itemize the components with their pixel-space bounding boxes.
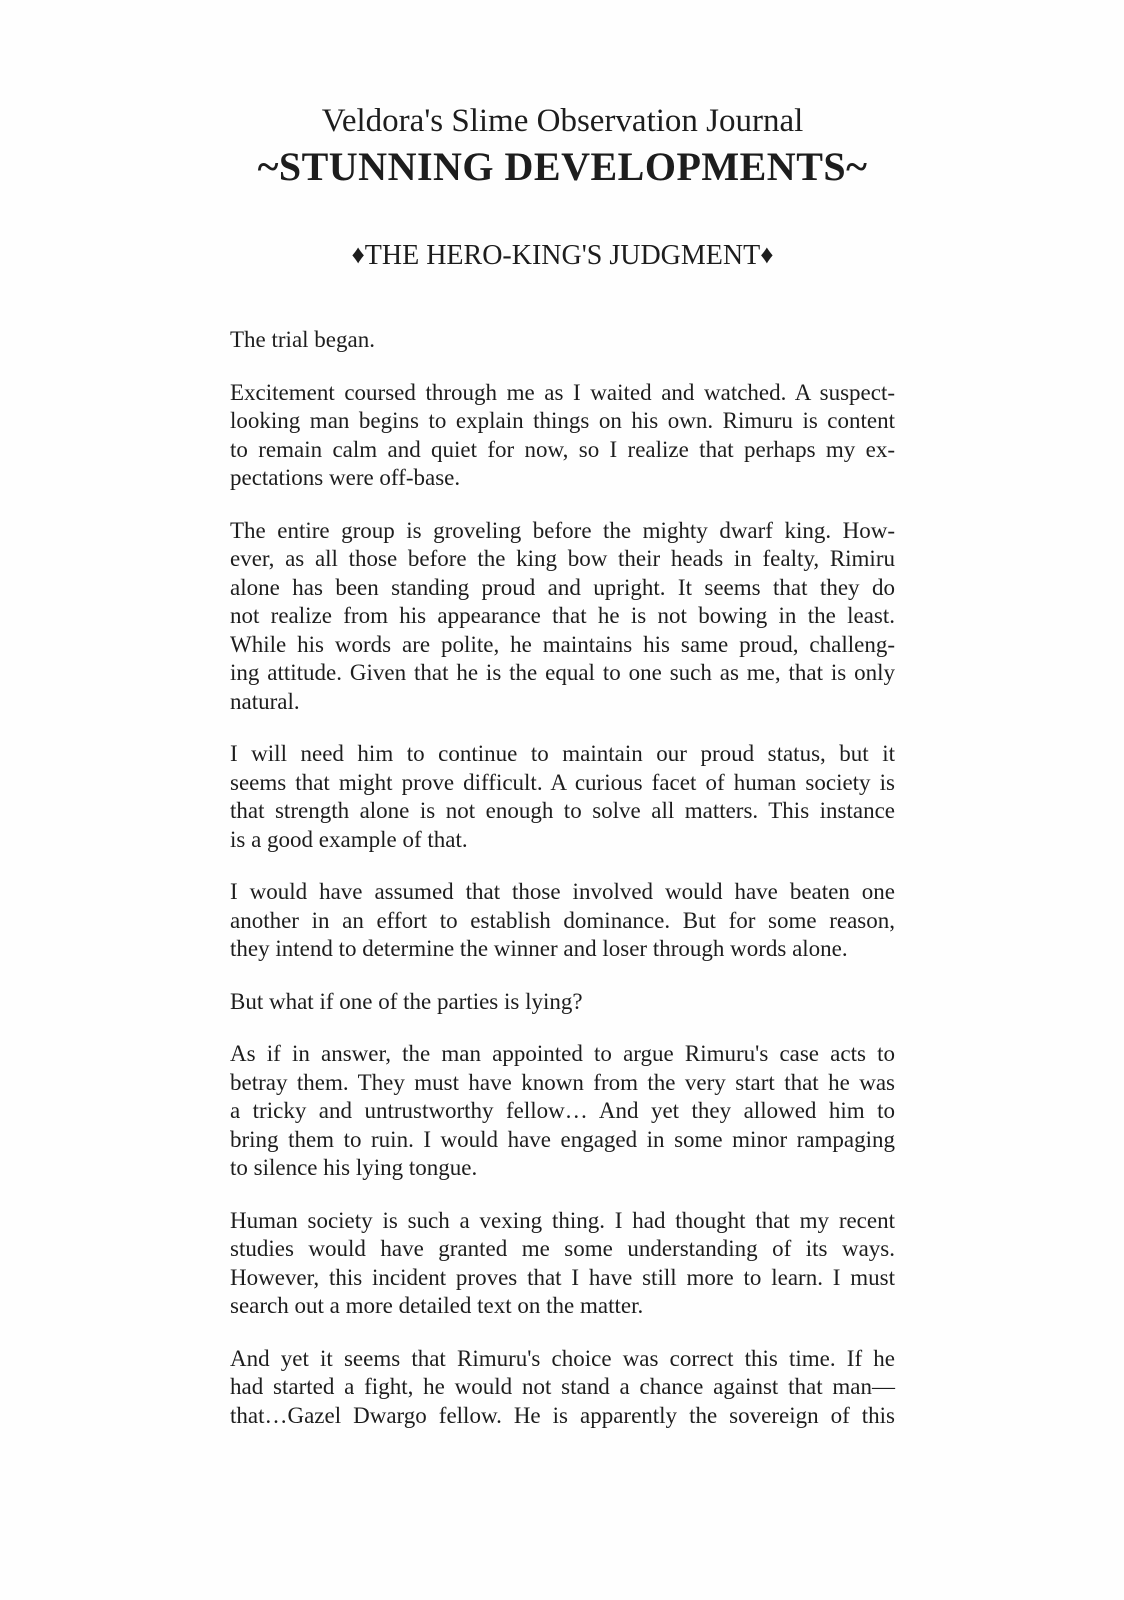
body-line: that strength alone is not enough to solve all matters. This instance <box>230 798 895 823</box>
paragraph <box>230 517 895 717</box>
body-line: However, this incident proves that I have still more to learn. I must <box>230 1264 895 1290</box>
body-line: The entire group is groveling before the mighty dwarf king. How- <box>230 517 895 543</box>
body-line: that…Gazel Dwargo fellow. He is apparently the sovereign of this <box>230 1402 895 1428</box>
journal-subtitle: ~STUNNING DEVELOPMENTS~ <box>257 144 868 189</box>
body-line: a tricky and untrustworthy fellow… And yet they allowed him to <box>230 1098 895 1123</box>
body-paragraphs <box>230 326 895 1430</box>
body-line: While his words are polite, he maintains his same proud, challeng- <box>230 631 895 657</box>
body-line: I will need him to continue to maintain our proud status, but it <box>230 741 895 766</box>
body-line: search out a more detailed text on the matter. <box>230 1293 644 1318</box>
body-line: looking man begins to explain things on his own. Rimuru is content <box>230 408 895 433</box>
body-line: seems that might prove difficult. A curious facet of human society is <box>230 769 895 795</box>
body-line: they intend to determine the winner and loser through words alone. <box>230 936 848 961</box>
body-line: ever, as all those before the king bow their heads in fealty, Rimiru <box>230 546 895 571</box>
paragraph <box>230 326 895 355</box>
body-line: had started a fight, he would not stand a chance against that man— <box>230 1374 895 1399</box>
body-line: bring them to ruin. I would have engaged in some minor rampaging <box>230 1126 895 1152</box>
body-line: ing attitude. Given that he is the equal to one such as me, that is only <box>230 660 895 685</box>
body-line: betray them. They must have known from the very start that he was <box>230 1069 895 1095</box>
paragraph <box>230 1207 895 1321</box>
body-line: Excitement coursed through me as I waited and watched. A suspect- <box>230 379 895 405</box>
diamond-icon: ♦ <box>760 240 774 269</box>
body-line: studies would have granted me some understanding of its ways. <box>230 1236 895 1261</box>
body-line: to silence his lying tongue. <box>230 1155 478 1180</box>
body-line: The trial began. <box>230 327 375 352</box>
body-line: not realize from his appearance that he is not bowing in the least. <box>230 603 895 628</box>
paragraph <box>230 988 895 1017</box>
paragraph <box>230 740 895 854</box>
body-line: But what if one of the parties is lying? <box>230 988 583 1014</box>
paragraph <box>230 1345 895 1431</box>
diamond-icon: ♦ <box>351 240 365 269</box>
section-heading-text: THE HERO-KING'S JUDGMENT <box>364 240 761 271</box>
paragraph <box>230 379 895 493</box>
journal-title: Veldora's Slime Observation Journal <box>321 103 804 139</box>
body-line: to remain calm and quiet for now, so I realize that perhaps my ex- <box>230 436 895 462</box>
body-line: another in an effort to establish dominance. But for some reason, <box>230 907 895 933</box>
body-line: And yet it seems that Rimuru's choice was correct this time. If he <box>230 1345 895 1371</box>
section-heading <box>230 238 895 274</box>
paragraph <box>230 1040 895 1183</box>
body-line: Human society is such a vexing thing. I had thought that my recent <box>230 1207 895 1233</box>
body-line: pectations were off-base. <box>230 465 461 490</box>
body-line: natural. <box>230 688 300 714</box>
body-line: I would have assumed that those involved would have beaten one <box>230 879 895 904</box>
body-line: As if in answer, the man appointed to argue Rimuru's case acts to <box>230 1041 895 1066</box>
body-line: is a good example of that. <box>230 826 468 852</box>
paragraph <box>230 878 895 964</box>
body-line: alone has been standing proud and upright. It seems that they do <box>230 574 895 600</box>
